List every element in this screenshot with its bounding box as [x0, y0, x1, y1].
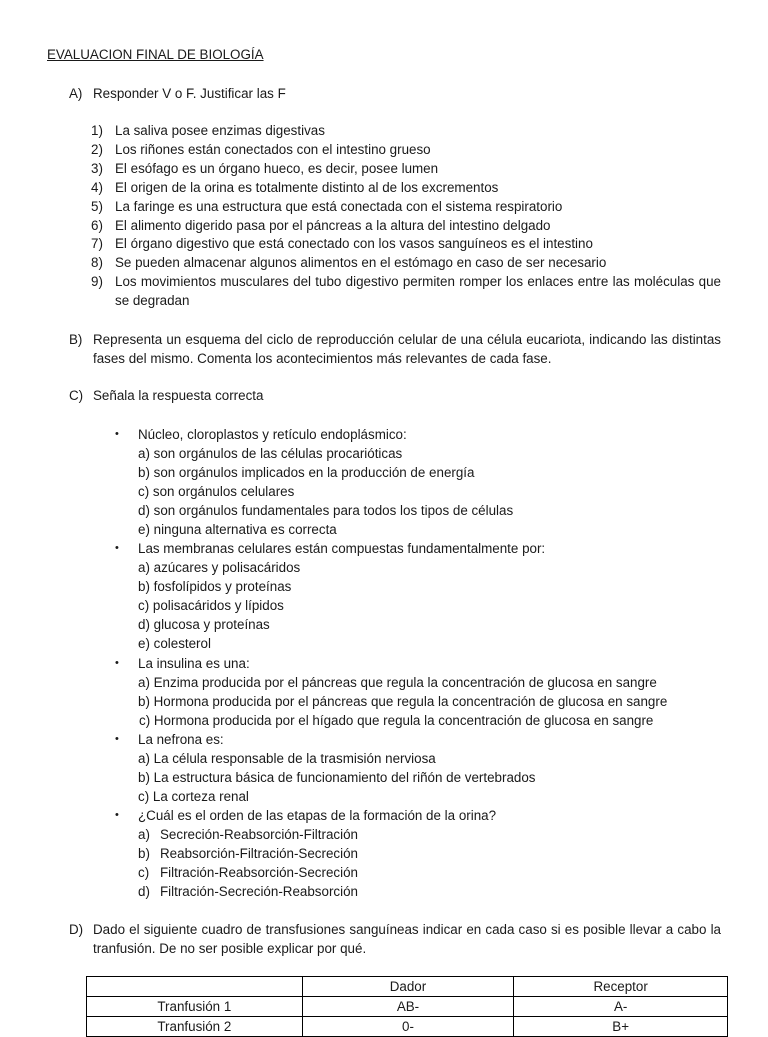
item-number: 5)	[91, 198, 103, 214]
bullet: •	[115, 733, 119, 745]
item-text: La saliva posee enzimas digestivas	[115, 123, 325, 138]
table-cell: Tranfusión 2	[87, 1017, 303, 1037]
section-a-letter: A)	[69, 86, 83, 101]
section-a	[69, 84, 721, 103]
list-item	[91, 179, 721, 198]
bullet: •	[115, 542, 119, 554]
bullet: •	[115, 809, 119, 821]
item-text: Se pueden almacenar algunos alimentos en el estómago en caso de ser necesario	[115, 255, 607, 271]
list-item	[91, 273, 721, 311]
table-header-row	[87, 977, 728, 997]
table-header-cell: Dador	[302, 977, 514, 997]
section-b-letter: B)	[69, 332, 83, 347]
item-number: 9)	[91, 274, 103, 290]
question-text: La nefrona es:	[138, 732, 224, 747]
list-item	[91, 217, 721, 236]
answer-option: a) azúcares y polisacáridos	[138, 560, 301, 575]
section-c-instruction: Señala la respuesta correcta	[93, 388, 264, 403]
question-text: La insulina es una:	[138, 656, 250, 671]
option-letter: b)	[138, 846, 150, 861]
page-title: EVALUACION FINAL DE BIOLOGÍA	[47, 47, 264, 62]
answer-option: e) ninguna alternativa es correcta	[138, 522, 337, 537]
section-d-instruction: Dado el siguiente cuadro de transfusiones sanguíneas indicar en cada caso si es posible llevar a cabo la tranfusión. De no ser posible explicar por qué.	[93, 922, 721, 956]
item-number: 4)	[91, 179, 103, 195]
answer-option: c) Hormona producida por el hígado que regula la concentración de glucosa en sangre	[139, 713, 654, 728]
question-row	[115, 654, 735, 673]
true-false-list	[91, 122, 721, 311]
table-row	[87, 1017, 728, 1037]
list-item	[91, 235, 721, 254]
section-b-instruction: Representa un esquema del ciclo de reproducción celular de una célula eucariota, indicando las distintas fases del mismo. Comenta los acontecimientos más relevantes de cada fase.	[93, 332, 721, 366]
item-number: 6)	[91, 217, 103, 233]
option-letter: d)	[138, 884, 150, 899]
question-row	[115, 425, 735, 444]
option-text: Secreción-Reabsorción-Filtración	[160, 827, 358, 842]
section-b	[69, 330, 721, 368]
option-text: Filtración-Secreción-Reabsorción	[160, 884, 358, 899]
section-d-letter: D)	[69, 922, 84, 937]
section-a-instruction: Responder V o F. Justificar las F	[93, 86, 286, 101]
question-3	[115, 654, 735, 730]
answer-option: d) glucosa y proteínas	[138, 617, 270, 632]
item-text: Los riñones están conectados con el intestino grueso	[115, 141, 431, 157]
answer-option: b) son orgánulos implicados en la producción de energía	[138, 465, 475, 480]
answer-option: b) La estructura básica de funcionamiento del riñón de vertebrados	[138, 770, 536, 785]
table-row	[87, 997, 728, 1017]
question-text: ¿Cuál es el orden de las etapas de la formación de la orina?	[138, 808, 497, 823]
item-number: 1)	[91, 123, 103, 138]
list-item	[91, 198, 721, 217]
table-cell: AB-	[302, 997, 514, 1017]
item-number: 7)	[91, 236, 103, 252]
item-number: 8)	[91, 255, 103, 271]
answer-option	[138, 825, 735, 844]
answer-option: e) colesterol	[138, 636, 211, 651]
item-number: 2)	[91, 141, 103, 157]
question-4	[115, 730, 735, 806]
item-text: El alimento digerido pasa por el páncreas a la altura del intestino delgado	[115, 217, 551, 233]
question-2	[115, 539, 735, 653]
question-text: Las membranas celulares están compuestas fundamentalmente por:	[138, 541, 546, 556]
table-cell: Tranfusión 1	[87, 997, 303, 1017]
question-row	[115, 539, 735, 558]
answer-option: d) son orgánulos fundamentales para todos los tipos de células	[138, 503, 514, 518]
list-item	[91, 141, 721, 160]
question-row	[115, 730, 735, 749]
list-item	[91, 254, 721, 273]
table-header-cell: Receptor	[514, 977, 728, 997]
answer-option: c) polisacáridos y lípidos	[138, 598, 284, 613]
bullet: •	[115, 657, 119, 669]
section-c-letter: C)	[69, 388, 84, 403]
answer-option: a) Enzima producida por el páncreas que regula la concentración de glucosa en sangre	[138, 675, 657, 690]
answer-option: b) Hormona producida por el páncreas que regula la concentración de glucosa en sangre	[138, 694, 668, 709]
answer-option	[138, 863, 735, 882]
table-header-cell	[87, 977, 303, 997]
table-cell: 0-	[302, 1017, 514, 1037]
answer-option: b) fosfolípidos y proteínas	[138, 579, 292, 594]
table-cell: B+	[514, 1017, 728, 1037]
question-1	[115, 425, 735, 539]
transfusion-table	[86, 976, 728, 1037]
answer-option: c) La corteza renal	[138, 789, 249, 804]
item-text: La faringe es una estructura que está conectada con el sistema respiratorio	[115, 198, 563, 214]
option-letter: a)	[138, 827, 150, 842]
section-c	[69, 386, 721, 405]
answer-option	[138, 844, 735, 863]
option-letter: c)	[138, 865, 150, 880]
list-item	[91, 122, 721, 141]
question-row	[115, 806, 735, 825]
item-number: 3)	[91, 160, 103, 176]
table-cell: A-	[514, 997, 728, 1017]
item-text: Los movimientos musculares del tubo digestivo permiten romper los enlaces entre las moléculas que se degradan	[115, 274, 721, 309]
answer-option: a) La célula responsable de la trasmisión nerviosa	[138, 751, 436, 766]
option-text: Reabsorción-Filtración-Secreción	[160, 846, 358, 861]
item-text: El origen de la orina es totalmente distinto al de los excrementos	[115, 179, 499, 195]
section-d	[69, 920, 721, 958]
question-5	[115, 806, 735, 901]
answer-option: a) son orgánulos de las células procarióticas	[138, 446, 403, 461]
option-text: Filtración-Reabsorción-Secreción	[160, 865, 358, 880]
question-text: Núcleo, cloroplastos y retículo endoplásmico:	[138, 427, 407, 442]
answer-option	[138, 882, 735, 901]
item-text: El órgano digestivo que está conectado con los vasos sanguíneos es el intestino	[115, 236, 593, 252]
bullet: •	[115, 428, 119, 440]
list-item	[91, 160, 721, 179]
item-text: El esófago es un órgano hueco, es decir, posee lumen	[115, 160, 439, 176]
answer-option: c) son orgánulos celulares	[138, 484, 295, 499]
